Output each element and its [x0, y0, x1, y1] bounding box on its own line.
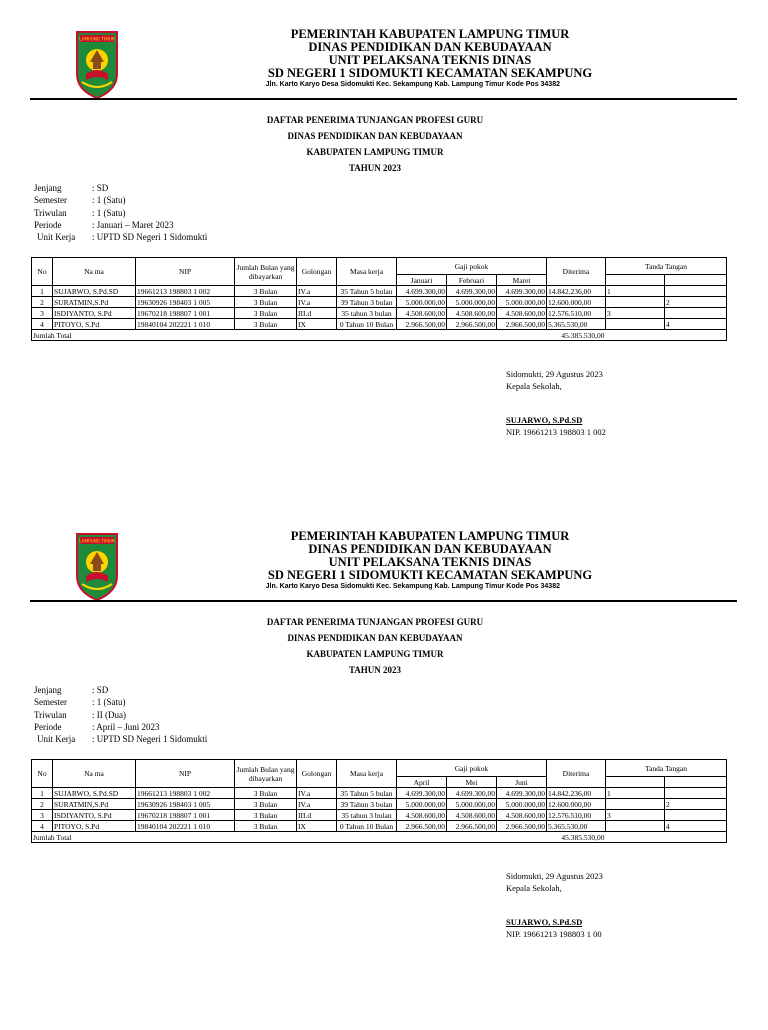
row-ttd-a [606, 297, 665, 308]
row-golongan: IV.a [297, 788, 337, 799]
sign-nip: NIP. 19661213 198803 1 002 [506, 427, 606, 437]
col-month-3: Juni [497, 777, 547, 788]
document-title [180, 112, 570, 176]
row-no: 1 [32, 788, 53, 799]
col-jumlah-bulan: Jumlah Bulan yang dibayarkan [235, 258, 297, 286]
row-month-1: 4.699.300,00 [397, 788, 447, 799]
table-row [32, 821, 727, 832]
col-ttd-a [606, 777, 665, 788]
row-ttd-b [665, 308, 727, 319]
row-ttd-b [665, 286, 727, 297]
row-diterima: 5.365.530,00 [547, 319, 606, 330]
table-row [32, 788, 727, 799]
row-jumlah-bulan: 3 Bulan [235, 799, 297, 810]
row-ttd-b: 2 [665, 297, 727, 308]
periode-value: : Januari – Maret 2023 [92, 219, 174, 230]
row-no: 2 [32, 297, 53, 308]
row-masa-kerja: 35 tahun 3 bulan [337, 308, 397, 319]
col-nip: NIP [136, 760, 235, 788]
row-masa-kerja: 35 Tahun 5 bulan [337, 788, 397, 799]
row-nip: 19670218 198807 1 001 [136, 810, 235, 821]
letterhead-line-4: SD NEGERI 1 SIDOMUKTI KECAMATAN SEKAMPUNG [267, 568, 593, 582]
col-nip: NIP [136, 258, 235, 286]
row-masa-kerja: 0 Tahun 10 Bulan [337, 821, 397, 832]
col-month-1: Januari [397, 275, 447, 286]
row-masa-kerja: 35 tahun 3 bulan [337, 810, 397, 821]
row-no: 1 [32, 286, 53, 297]
total-value: 45.385.530,00 [547, 832, 606, 843]
total-value: 45.385.530,00 [547, 330, 606, 341]
row-month-3: 5.000.000,00 [497, 799, 547, 810]
row-no: 3 [32, 308, 53, 319]
row-jumlah-bulan: 3 Bulan [235, 297, 297, 308]
table-body [32, 788, 727, 832]
periode-label: Periode [34, 219, 62, 230]
col-no: No [32, 760, 53, 788]
letterhead-line-2: DINAS PENDIDIKAN DAN KEBUDAYAAN [308, 542, 552, 556]
col-month-3: Maret [497, 275, 547, 286]
row-month-1: 2.966.500,00 [397, 319, 447, 330]
row-masa-kerja: 39 Tahun 3 bulan [337, 799, 397, 810]
total-label: Jumlah Total [32, 832, 547, 843]
row-diterima: 14.842.236,00 [547, 788, 606, 799]
col-tanda-tangan: Tanda Tangan [606, 258, 727, 275]
semester-value: : 1 (Satu) [92, 697, 126, 708]
total-empty-b [665, 330, 727, 341]
row-golongan: IX [297, 319, 337, 330]
title-line-4: TAHUN 2023 [348, 163, 402, 173]
row-jumlah-bulan: 3 Bulan [235, 810, 297, 821]
document-page [0, 28, 768, 528]
info-block [34, 182, 207, 243]
row-no: 4 [32, 821, 53, 832]
row-month-2: 4.699.300,00 [447, 286, 497, 297]
col-ttd-a [606, 275, 665, 286]
row-month-3: 4.508.600,00 [497, 308, 547, 319]
letterhead-line-1: PEMERINTAH KABUPATEN LAMPUNG TIMUR [290, 529, 570, 543]
total-empty-a [606, 832, 665, 843]
table-row [32, 319, 727, 330]
col-tanda-tangan: Tanda Tangan [606, 760, 727, 777]
row-month-2: 4.508.600,00 [447, 810, 497, 821]
row-diterima: 14.842.236,00 [547, 286, 606, 297]
row-nama: ISDIYANTO, S.Pd [53, 308, 136, 319]
jenjang-value: : SD [92, 685, 109, 695]
row-masa-kerja: 39 Tahun 3 bulan [337, 297, 397, 308]
row-month-2: 5.000.000,00 [447, 799, 497, 810]
row-nama: SURATMIN,S.Pd [53, 799, 136, 810]
row-nip: 19661213 198803 1 002 [136, 286, 235, 297]
row-jumlah-bulan: 3 Bulan [235, 821, 297, 832]
document-page [0, 530, 768, 1030]
col-gaji-pokok: Gaji pokok [397, 258, 547, 275]
letterhead [200, 28, 660, 90]
row-month-2: 5.000.000,00 [447, 297, 497, 308]
letterhead-address: Jln. Karto Karyo Desa Sidomukti Kec. Sekampung Kab. Lampung Timur Kode Pos 34382 [265, 81, 560, 88]
row-ttd-a: 1 [606, 286, 665, 297]
row-diterima: 12.600.000,00 [547, 799, 606, 810]
col-jumlah-bulan: Jumlah Bulan yang dibayarkan [235, 760, 297, 788]
total-row [32, 330, 727, 341]
periode-value: : April – Juni 2023 [92, 721, 160, 732]
col-nama: Na ma [53, 258, 136, 286]
title-line-3: KABUPATEN LAMPUNG TIMUR [306, 147, 444, 157]
letterhead-line-1: PEMERINTAH KABUPATEN LAMPUNG TIMUR [290, 27, 570, 41]
row-nama: SURATMIN,S.Pd [53, 297, 136, 308]
row-golongan: III.d [297, 308, 337, 319]
row-nip: 19840104 202221 1 010 [136, 821, 235, 832]
regency-emblem-icon [74, 30, 120, 100]
row-month-2: 4.699.300,00 [447, 788, 497, 799]
title-line-2: DINAS PENDIDIKAN DAN KEBUDAYAAN [287, 633, 463, 643]
semester-label: Semester [34, 195, 67, 206]
col-month-1: April [397, 777, 447, 788]
letterhead-divider [30, 98, 737, 100]
row-jumlah-bulan: 3 Bulan [235, 286, 297, 297]
row-golongan: IX [297, 821, 337, 832]
title-line-2: DINAS PENDIDIKAN DAN KEBUDAYAAN [287, 131, 463, 141]
row-ttd-a: 3 [606, 810, 665, 821]
triwulan-label: Triwulan [34, 709, 67, 720]
row-month-3: 2.966.500,00 [497, 821, 547, 832]
row-month-1: 2.966.500,00 [397, 821, 447, 832]
row-ttd-a: 3 [606, 308, 665, 319]
table-row [32, 799, 727, 810]
row-golongan: IV.a [297, 297, 337, 308]
row-no: 3 [32, 810, 53, 821]
row-ttd-a: 1 [606, 788, 665, 799]
row-golongan: IV.a [297, 799, 337, 810]
signature-block [506, 368, 606, 438]
col-no: No [32, 258, 53, 286]
col-golongan: Golongan [297, 258, 337, 286]
row-nip: 19670218 198807 1 001 [136, 308, 235, 319]
table-row [32, 308, 727, 319]
row-diterima: 12.576.510,00 [547, 810, 606, 821]
table-row [32, 297, 727, 308]
row-nama: PITOYO, S.Pd [53, 319, 136, 330]
sign-nip: NIP. 19661213 198803 1 00 [506, 929, 602, 939]
letterhead [200, 530, 660, 592]
row-golongan: III.d [297, 810, 337, 821]
row-ttd-a [606, 319, 665, 330]
row-masa-kerja: 0 Tahun 10 Bulan [337, 319, 397, 330]
jenjang-label: Jenjang [34, 685, 62, 695]
letterhead-line-4: SD NEGERI 1 SIDOMUKTI KECAMATAN SEKAMPUNG [267, 66, 593, 80]
sign-place-date: Sidomukti, 29 Agustus 2023 [506, 871, 603, 881]
col-masa-kerja: Masa kerja [337, 258, 397, 286]
periode-label: Periode [34, 721, 62, 732]
jenjang-value: : SD [92, 183, 109, 193]
col-golongan: Golongan [297, 760, 337, 788]
row-golongan: IV.a [297, 286, 337, 297]
table-body [32, 286, 727, 330]
letterhead-line-3: UNIT PELAKSANA TEKNIS DINAS [328, 555, 532, 569]
row-month-1: 5.000.000,00 [397, 297, 447, 308]
row-nip: 19661213 198803 1 002 [136, 788, 235, 799]
row-ttd-b: 2 [665, 799, 727, 810]
row-month-1: 4.508.600,00 [397, 308, 447, 319]
row-ttd-b [665, 788, 727, 799]
unit-kerja-value: : UPTD SD Negeri 1 Sidomukti [92, 232, 208, 243]
col-gaji-pokok: Gaji pokok [397, 760, 547, 777]
total-empty-b [665, 832, 727, 843]
row-nip: 19630926 198403 1 005 [136, 799, 235, 810]
row-nama: PITOYO, S.Pd [53, 821, 136, 832]
col-nama: Na ma [53, 760, 136, 788]
regency-emblem-icon [74, 532, 120, 602]
svg-text:LAMPUNG TIMUR: LAMPUNG TIMUR [79, 538, 115, 544]
row-jumlah-bulan: 3 Bulan [235, 319, 297, 330]
document-title [180, 614, 570, 678]
row-diterima: 12.576.510,00 [547, 308, 606, 319]
row-no: 2 [32, 799, 53, 810]
row-nip: 19630926 198403 1 005 [136, 297, 235, 308]
svg-text:LAMPUNG TIMUR: LAMPUNG TIMUR [79, 36, 115, 42]
row-masa-kerja: 35 Tahun 5 bulan [337, 286, 397, 297]
jenjang-label: Jenjang [34, 183, 62, 193]
row-nip: 19840104 202221 1 010 [136, 319, 235, 330]
col-month-2: Februari [447, 275, 497, 286]
title-line-1: DAFTAR PENERIMA TUNJANGAN PROFESI GURU [266, 115, 484, 125]
triwulan-value: : 1 (Satu) [92, 207, 126, 218]
recipient-table [31, 257, 727, 341]
row-ttd-b [665, 810, 727, 821]
table-row [32, 810, 727, 821]
col-diterima: Diterima [547, 258, 606, 286]
sign-place-date: Sidomukti, 29 Agustus 2023 [506, 369, 603, 379]
semester-label: Semester [34, 697, 67, 708]
row-month-2: 4.508.600,00 [447, 308, 497, 319]
row-month-3: 2.966.500,00 [497, 319, 547, 330]
sign-role: Kepala Sekolah, [506, 883, 562, 893]
info-block [34, 684, 207, 745]
col-masa-kerja: Masa kerja [337, 760, 397, 788]
title-line-1: DAFTAR PENERIMA TUNJANGAN PROFESI GURU [266, 617, 484, 627]
unit-kerja-label: Unit Kerja [37, 734, 76, 745]
total-empty-a [606, 330, 665, 341]
col-ttd-b [665, 777, 727, 788]
row-nama: SUJARWO, S.Pd.SD [53, 286, 136, 297]
row-month-2: 2.966.500,00 [447, 319, 497, 330]
col-month-2: Mei [447, 777, 497, 788]
total-row [32, 832, 727, 843]
row-ttd-a [606, 799, 665, 810]
row-ttd-b: 4 [665, 319, 727, 330]
row-month-3: 4.699.300,00 [497, 788, 547, 799]
letterhead-line-2: DINAS PENDIDIKAN DAN KEBUDAYAAN [308, 40, 552, 54]
semester-value: : 1 (Satu) [92, 195, 126, 206]
row-month-1: 5.000.000,00 [397, 799, 447, 810]
row-diterima: 5.365.530,00 [547, 821, 606, 832]
col-ttd-b [665, 275, 727, 286]
signature-block [506, 870, 603, 940]
total-label: Jumlah Total [32, 330, 547, 341]
letterhead-address: Jln. Karto Karyo Desa Sidomukti Kec. Sekampung Kab. Lampung Timur Kode Pos 34382 [265, 583, 560, 590]
triwulan-label: Triwulan [34, 207, 67, 218]
sign-name: SUJARWO, S.Pd.SD [506, 917, 583, 927]
row-month-3: 4.508.600,00 [497, 810, 547, 821]
letterhead-line-3: UNIT PELAKSANA TEKNIS DINAS [328, 53, 532, 67]
sign-name: SUJARWO, S.Pd.SD [506, 415, 583, 425]
row-no: 4 [32, 319, 53, 330]
table-row [32, 286, 727, 297]
row-jumlah-bulan: 3 Bulan [235, 788, 297, 799]
row-ttd-b: 4 [665, 821, 727, 832]
title-line-3: KABUPATEN LAMPUNG TIMUR [306, 649, 444, 659]
row-ttd-a [606, 821, 665, 832]
row-month-2: 2.966.500,00 [447, 821, 497, 832]
unit-kerja-label: Unit Kerja [37, 232, 76, 243]
letterhead-divider [30, 600, 737, 602]
row-month-3: 5.000.000,00 [497, 297, 547, 308]
triwulan-value: : II (Dua) [92, 709, 126, 720]
row-nama: ISDIYANTO, S.Pd [53, 810, 136, 821]
col-diterima: Diterima [547, 760, 606, 788]
row-diterima: 12.600.000,00 [547, 297, 606, 308]
row-jumlah-bulan: 3 Bulan [235, 308, 297, 319]
unit-kerja-value: : UPTD SD Negeri 1 Sidomukti [92, 734, 208, 745]
row-month-1: 4.699.300,00 [397, 286, 447, 297]
title-line-4: TAHUN 2023 [348, 665, 402, 675]
recipient-table [31, 759, 727, 843]
row-nama: SUJARWO, S.Pd.SD [53, 788, 136, 799]
row-month-1: 4.508.600,00 [397, 810, 447, 821]
row-month-3: 4.699.300,00 [497, 286, 547, 297]
sign-role: Kepala Sekolah, [506, 381, 562, 391]
